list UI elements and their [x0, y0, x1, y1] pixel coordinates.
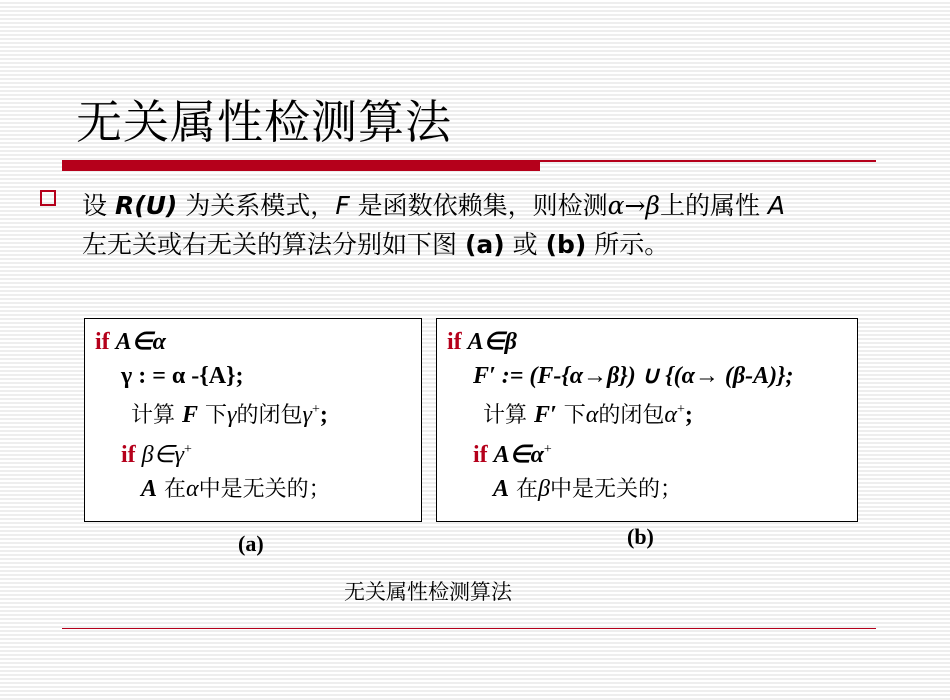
assignment-expr: F′ := (F-{α→β}) ∪ {(α→ (β-A)};: [473, 363, 794, 389]
intro-line-1: [82, 186, 912, 225]
algo-text: 的闭包: [236, 403, 303, 428]
algo-text: 在: [157, 477, 187, 502]
algo-text: 中是无关的；: [549, 477, 682, 502]
figure-ref-b: (b): [545, 230, 587, 259]
algo-b-line-4: [447, 433, 847, 472]
algo-a-line-1: [95, 325, 411, 359]
condition-expr: A∈α: [115, 329, 166, 355]
figure-label-b: (b): [627, 524, 654, 549]
fd-set-symbol: F′: [534, 402, 557, 428]
algo-b-line-3: [447, 393, 847, 433]
algo-text: 中是无关的；: [198, 477, 331, 502]
algo-b-line-2: [447, 359, 847, 393]
footer-rule: [62, 628, 876, 629]
algo-a-line-5: [95, 472, 411, 507]
closure-superscript: +: [543, 442, 552, 457]
alpha-symbol: α: [585, 402, 599, 428]
semicolon: ;: [319, 402, 328, 428]
attribute-symbol: A: [141, 476, 158, 502]
intro-text: 上的属性: [659, 191, 768, 220]
algo-b-line-1: [447, 325, 847, 359]
dependency-expr: α→β: [607, 191, 660, 220]
semicolon: ;: [684, 402, 693, 428]
keyword-if: if: [473, 442, 488, 468]
intro-text: 所示。: [586, 230, 670, 259]
slide-title: 无关属性检测算法: [76, 95, 452, 149]
intro-text: 设: [82, 191, 115, 220]
intro-text: 左无关或右无关的算法分别如下图: [82, 230, 465, 259]
intro-paragraph: [82, 186, 912, 264]
gamma-symbol: γ: [227, 402, 237, 428]
figure-ref-a: (a): [464, 230, 505, 259]
alpha-symbol: α: [186, 476, 199, 502]
closure-superscript: +: [677, 402, 685, 417]
intro-line-2: [82, 225, 912, 264]
algorithm-box-b: [436, 318, 858, 522]
fd-set-symbol: F: [335, 191, 350, 220]
attribute-symbol: A: [493, 476, 510, 502]
relation-schema: R(U): [114, 191, 178, 220]
algo-text: 下: [556, 403, 586, 428]
intro-text: 为关系模式，: [177, 191, 336, 220]
keyword-if: if: [121, 442, 136, 468]
beta-symbol: β: [538, 476, 550, 502]
closure-superscript: +: [311, 402, 320, 417]
keyword-if: if: [95, 329, 110, 355]
bullet-square-icon: [40, 190, 56, 206]
algo-text: 的闭包: [598, 403, 665, 428]
gamma-symbol: γ: [302, 402, 312, 428]
algo-a-line-4: [95, 433, 411, 472]
attribute-symbol: A: [767, 191, 786, 220]
algo-a-line-2: [95, 359, 411, 393]
assignment-expr: γ : = α -{A};: [121, 363, 244, 389]
fd-set-symbol: F: [182, 402, 199, 428]
algo-b-line-5: [447, 472, 847, 507]
figure-caption: 无关属性检测算法: [344, 580, 512, 604]
title-underline-thick: [62, 160, 540, 171]
condition-expr: A∈α: [493, 442, 544, 468]
keyword-if: if: [447, 329, 462, 355]
algo-text: 计算: [131, 403, 182, 428]
alpha-symbol: α: [664, 402, 677, 428]
intro-text: 或: [504, 230, 546, 259]
algo-a-line-3: [95, 393, 411, 433]
intro-text: 是函数依赖集，则检测: [349, 191, 608, 220]
condition-expr: A∈β: [467, 329, 517, 355]
algo-text: 在: [509, 477, 539, 502]
condition-expr: β∈γ: [141, 442, 184, 468]
algo-text: 计算: [483, 403, 534, 428]
algo-text: 下: [198, 403, 228, 428]
closure-superscript: +: [184, 442, 192, 457]
figure-label-a: (a): [238, 531, 264, 556]
algorithm-box-a: [84, 318, 422, 522]
